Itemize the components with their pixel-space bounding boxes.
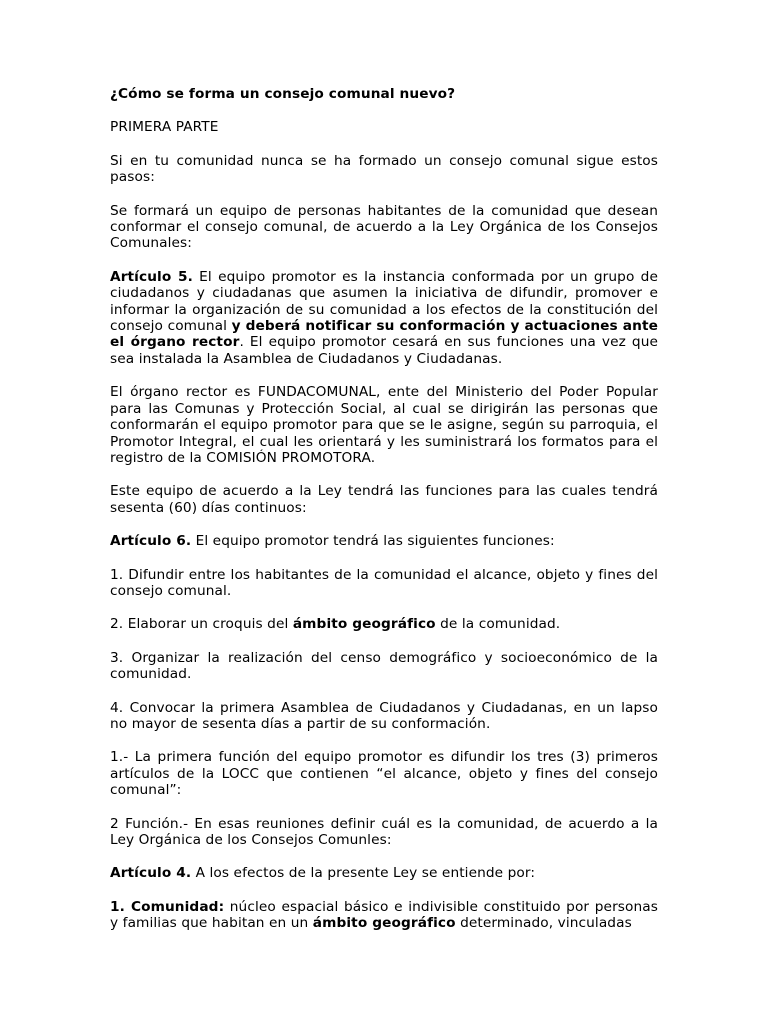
section-heading: PRIMERA PARTE	[110, 119, 219, 136]
articulo-5-paragraph: Artículo 5. El equipo promotor es la instancia conformada por un grupo de ciudadanos y ciudadanas que asumen la iniciativa de difundir, promover e informar la organización de su comunidad a los efectos de la constitución del consejo comunal y deberá notificar su conformación y actuaciones ante el órgano rector. El equipo promotor cesará en sus funciones una vez que sea instalada la Asamblea de Ciudadanos y Ciudadanas.	[110, 268, 658, 367]
definicion-comunidad-paragraph: 1. Comunidad: núcleo espacial básico e indivisible constituido por personas y familias que habitan en un ámbito geográfico determinado, vinculadas	[110, 898, 658, 932]
equipo-paragraph: Se formará un equipo de personas habitantes de la comunidad que desean conformar el consejo comunal, de acuerdo a la Ley Orgánica de los Consejos Comunales:	[110, 202, 658, 252]
segunda-funcion-paragraph: 2 Función.- En esas reuniones definir cuál es la comunidad, de acuerdo a la Ley Orgánica de los Consejos Comunles:	[110, 815, 658, 848]
articulo-6-paragraph: Artículo 6. El equipo promotor tendrá las siguientes funciones:	[110, 533, 555, 550]
list-item-2: 2. Elaborar un croquis del ámbito geográfico de la comunidad.	[110, 616, 561, 633]
organo-rector-paragraph: El órgano rector es FUNDACOMUNAL, ente del Ministerio del Poder Popular para las Comunas y Protección Social, al cual se dirigirán las personas que conformarán el equipo promotor para que se le asigne, según su parroquia, el Promotor Integral, el cual les orientará y les suministrará los formatos para el registro de la COMISIÓN PROMOTORA.	[110, 384, 658, 466]
articulo-4-paragraph: Artículo 4. A los efectos de la presente Ley se entiende por:	[110, 865, 536, 882]
primera-funcion-paragraph: 1.- La primera función del equipo promotor es difundir los tres (3) primeros artículos de la LOCC que contienen “el alcance, objeto y fines del consejo comunal”:	[110, 749, 658, 799]
articulo-6-label: Artículo 6.	[110, 533, 192, 550]
articulo-4-label: Artículo 4.	[110, 865, 192, 882]
articulo-5-label: Artículo 5.	[110, 268, 193, 285]
articulo-5-emphasis: y deberá notificar su conformación y actuaciones ante el órgano rector	[110, 318, 658, 351]
definicion-label: 1. Comunidad:	[110, 898, 225, 915]
page-title: ¿Cómo se forma un consejo comunal nuevo?	[110, 86, 456, 102]
list-item-1: 1. Difundir entre los habitantes de la comunidad el alcance, objeto y fines del consejo comunal.	[110, 566, 658, 599]
list-item-4: 4. Convocar la primera Asamblea de Ciudadanos y Ciudadanas, en un lapso no mayor de sesenta días a partir de su conformación.	[110, 699, 658, 732]
intro-paragraph: Si en tu comunidad nunca se ha formado un consejo comunal sigue estos pasos:	[110, 152, 658, 186]
list-item-3: 3. Organizar la realización del censo demográfico y socioeconómico de la comunidad.	[110, 649, 658, 683]
sesenta-dias-paragraph: Este equipo de acuerdo a la Ley tendrá las funciones para las cuales tendrá sesenta (60) días continuos:	[110, 483, 658, 516]
